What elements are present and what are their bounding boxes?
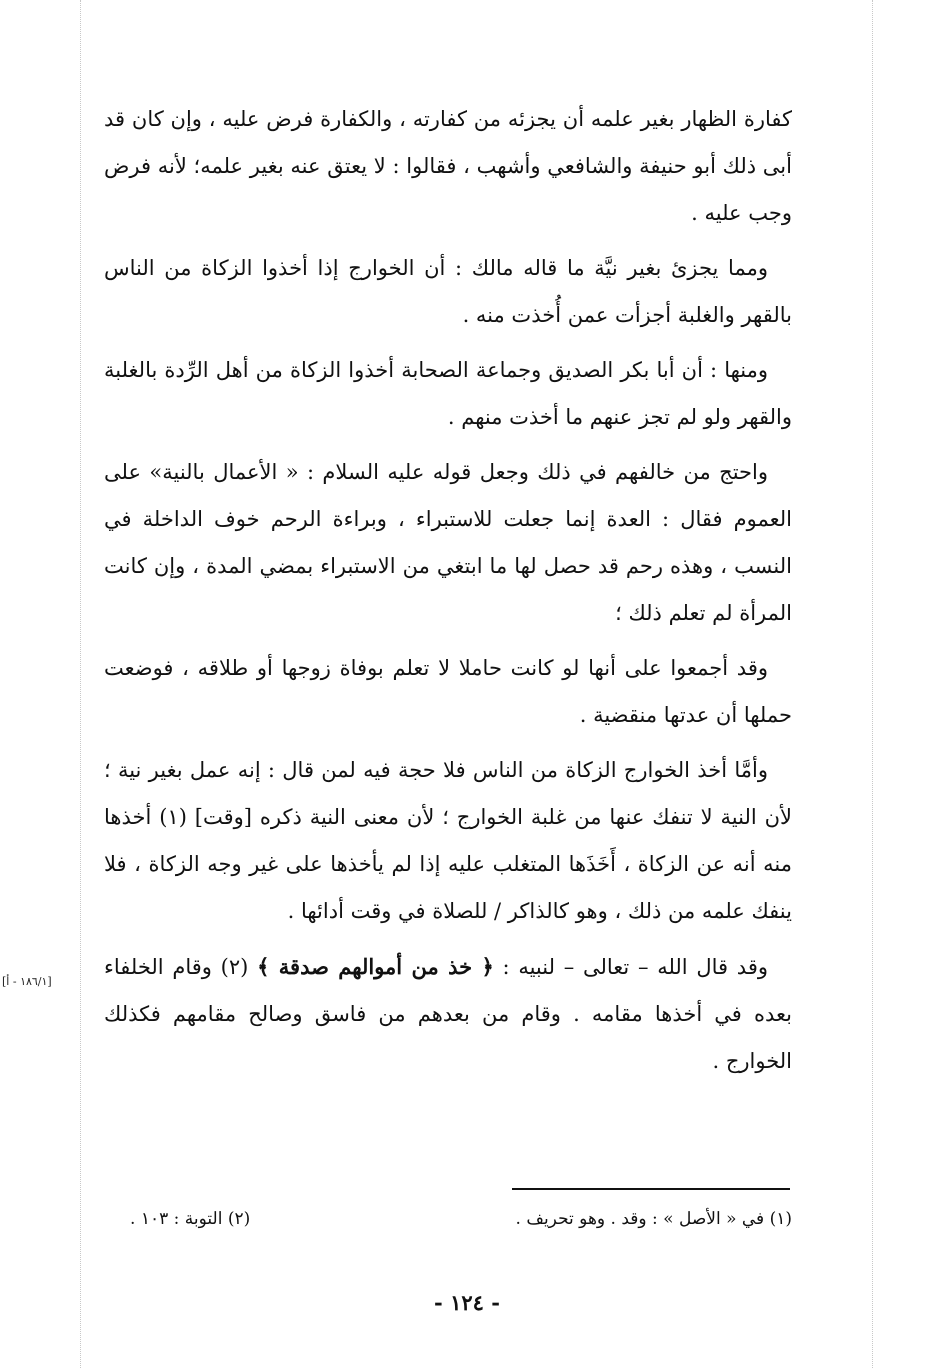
scan-edge-right	[872, 0, 873, 1368]
quran-verse: ﴿ خذ من أموالهم صدقة ﴾	[257, 954, 494, 979]
paragraph: وقد أجمعوا على أنها لو كانت حاملا لا تعلم بوفاة زوجها أو طلاقه ، فوضعت حملها أن عدتها منقضية .	[104, 656, 792, 727]
paragraph: ومنها : أن أبا بكر الصديق وجماعة الصحابة أخذوا الزكاة من أهل الرِّدة بالغلبة والقهر ولو لم تجز عنهم ما أخذت منهم .	[104, 358, 792, 429]
paragraph: وأمَّا أخذ الخوارج الزكاة من الناس فلا حجة فيه لمن قال : إنه عمل بغير نية ؛ لأن النية لا تنفك عنها من غلبة الخوارج ؛ لأن معنى النية ذكره [وقت] (١) أخذها منه أنه عن الزكاة ، أَخَذَها المتغلب عليه إذا لم يأخذها على غير وجه الزكاة ، فلا ينفك علمه من ذلك ، وهو كالذاكر / للصلاة في وقت أدائها .	[104, 758, 792, 923]
footnote-1: (١) في « الأصل » : وقد . وهو تحريف .	[515, 1209, 792, 1229]
paragraph-text-after: (٢) وقام الخلفاء بعده في أخذها مقامه . وقام من بعدهم من فاسق وصالح مقامهم فكذلك الخوارج .	[104, 955, 792, 1073]
footnotes	[130, 1206, 792, 1232]
paragraph-quran-citation	[104, 943, 792, 1085]
footnote-2: (٢) التوبة : ١٠٣ .	[130, 1209, 251, 1229]
paragraph: ومما يجزئ بغير نيَّة ما قاله مالك : أن الخوارج إذا أخذوا الزكاة من الناس بالقهر والغلبة أجزأت عمن أُخذت منه .	[104, 256, 792, 327]
paragraph: واحتج من خالفهم في ذلك وجعل قوله عليه السلام : « الأعمال بالنية» على العموم فقال : العدة إنما جعلت للاستبراء ، وبراءة الرحم خوف الداخلة في النسب ، وهذه رحم قد حصل لها ما ابتغي من الاستبراء بمضي المدة ، وإن كانت المرأة لم تعلم ذلك ؛	[104, 460, 792, 625]
footnote-divider	[512, 1188, 790, 1190]
paragraph-text-before: وقد قال الله – تعالى – لنبيه :	[493, 955, 769, 979]
margin-manuscript-reference: [١٨٦/١ - أ]	[2, 975, 52, 988]
paragraph: كفارة الظهار بغير علمه أن يجزئه من كفارته ، والكفارة فرض عليه ، وإن كان قد أبى ذلك أبو حنيفة والشافعي وأشهب ، فقالوا : لا يعتق عنه بغير علمه؛ لأنه فرض وجب عليه .	[104, 107, 792, 225]
page-number: - ١٢٤ -	[434, 1290, 500, 1315]
scan-edge-left	[80, 0, 81, 1368]
main-text	[104, 96, 792, 1093]
